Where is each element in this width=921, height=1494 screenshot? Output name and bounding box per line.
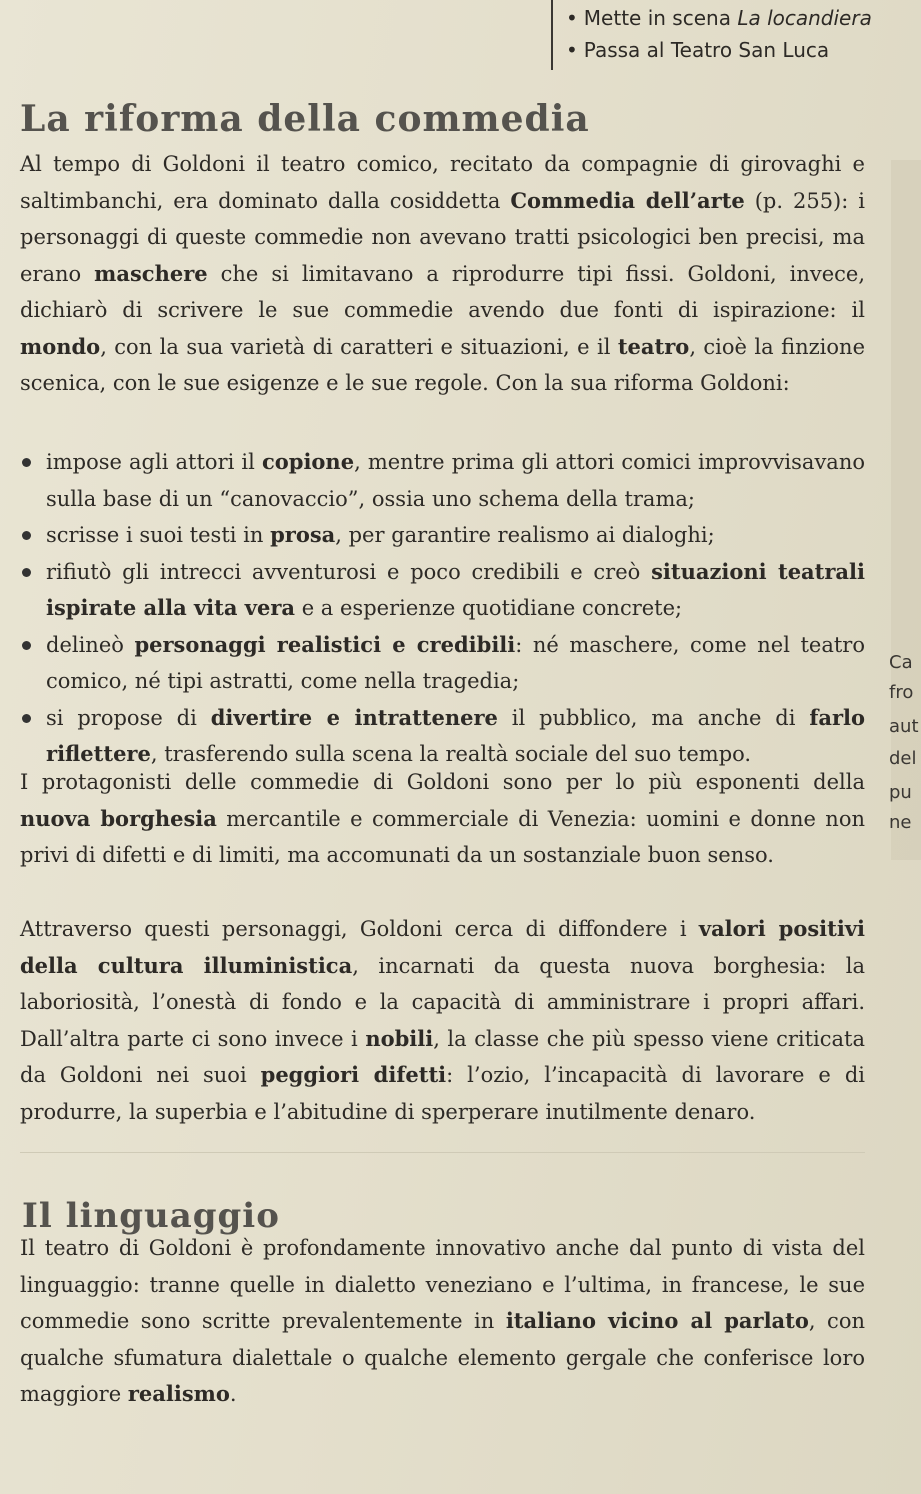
bold-keyword: nobili — [365, 1025, 434, 1051]
divider — [20, 1152, 865, 1153]
paragraph-text — [20, 764, 865, 874]
timeline-text: Passa al Teatro San Luca — [583, 38, 830, 62]
bullet: • — [566, 6, 578, 30]
paragraph — [20, 764, 865, 874]
paragraph-text — [20, 1230, 865, 1413]
text-run: , con la sua varietà di caratteri e situazioni, e il — [100, 334, 618, 359]
text-run: I protagonisti delle commedie di Goldoni sono per lo più esponenti della — [20, 770, 865, 794]
bold-keyword: nuova borghesia — [20, 805, 217, 831]
section-title: Il linguaggio — [22, 1196, 280, 1236]
sidebar-fragment: fro — [889, 682, 914, 703]
bold-keyword: teatro — [617, 333, 690, 359]
sidebar-fragment: pu — [889, 782, 912, 803]
bold-keyword: personaggi realistici e credibili — [134, 631, 516, 657]
bullet: • — [566, 38, 578, 62]
bold-keyword: copione — [261, 449, 355, 474]
text-run: il pubblico, ma anche di — [497, 705, 810, 730]
timeline-item — [566, 34, 872, 66]
bold-keyword: italiano vicino al parlato — [505, 1308, 809, 1333]
bullet-dot-icon — [22, 531, 31, 540]
timeline — [566, 2, 872, 66]
bullet-item — [20, 554, 865, 627]
bold-keyword: situazioni teatrali ispirate alla vita vera — [46, 558, 865, 620]
text-run: scrisse i suoi testi in — [46, 523, 271, 547]
paragraph-text — [20, 911, 865, 1130]
bold-keyword: realismo — [127, 1381, 230, 1406]
text-run: : né maschere, come nel teatro comico, né tipi astratti, come nella tragedia; — [46, 632, 865, 693]
text-run: Al tempo di Goldoni il teatro comico, recitato da compagnie di girovaghi e saltimbanchi, era dominato dalla cosiddetta — [20, 152, 865, 213]
bullet-item — [20, 700, 865, 773]
sidebar-fragment: ne — [889, 812, 912, 833]
bold-keyword: maschere — [94, 260, 208, 286]
bullet-item — [20, 627, 865, 700]
text-run: e a esperienze quotidiane concrete; — [295, 596, 683, 620]
text-run: rifiutò gli intrecci avventurosi e poco credibili e creò — [46, 559, 652, 584]
section-title: La riforma della commedia — [20, 98, 590, 140]
text-run: delineò — [46, 632, 135, 657]
bold-keyword: farlo riflettere — [46, 704, 866, 766]
text-run: (p. 255): i personaggi di queste commedie non avevano tratti psicologici ben precisi, ma erano — [20, 188, 865, 286]
timeline-text: Mette in scena — [583, 6, 738, 30]
bullet-dot-icon — [22, 568, 31, 577]
bullet-list — [20, 444, 865, 773]
timeline-item — [566, 2, 872, 34]
bullet-item — [20, 517, 865, 554]
bold-keyword: Commedia dell’arte — [510, 187, 745, 213]
text-run: che si limitavano a riprodurre tipi fissi. Goldoni, invece, dichiarò di scrivere le sue commedie avendo due fonti di ispirazione: il — [20, 261, 865, 322]
bold-keyword: mondo — [20, 333, 101, 359]
bullet-dot-icon — [22, 458, 31, 467]
paragraph — [20, 1230, 865, 1413]
bold-keyword: divertire e intrattenere — [210, 704, 498, 730]
text-run: , cioè la finzione scenica, con le sue esigenze e le sue regole. Con la sua riforma Goldoni: — [20, 334, 865, 395]
paragraph — [20, 146, 865, 402]
bullet-dot-icon — [22, 641, 31, 650]
bold-keyword: peggiori difetti — [260, 1062, 447, 1087]
bullet-list-block — [20, 444, 865, 773]
timeline-work-title: La locandiera — [737, 6, 872, 30]
sidebar-fragment: Ca — [889, 652, 913, 673]
bullet-dot-icon — [22, 714, 31, 723]
text-run: , mentre prima gli attori comici improvvisavano sulla base di un “canovaccio”, ossia uno schema della trama; — [46, 450, 865, 511]
text-run: Il teatro di Goldoni è profondamente innovativo anche dal punto di vista del linguaggio: tranne quelle in dialetto veneziano e l’ultima, in francese, le sue commedie sono scritte prevalentemente in — [20, 1236, 865, 1333]
text-run: mercantile e commerciale di Venezia: uomini e donne non privi di difetti e di limiti, ma accomunati da un sostanziale buon senso. — [20, 806, 865, 867]
text-run: impose agli attori il — [46, 450, 262, 474]
text-run: : l’ozio, l’incapacità di lavorare e di produrre, la superbia e l’abitudine di sperperare inutilmente denaro. — [20, 1063, 865, 1124]
bold-keyword: valori positivi della cultura illuministica — [20, 916, 866, 978]
text-run: , per garantire realismo ai dialoghi; — [335, 523, 715, 547]
text-run: , trasferendo sulla scena la realtà sociale del suo tempo. — [150, 742, 752, 766]
bullet-item — [20, 444, 865, 517]
text-run: si propose di — [46, 705, 211, 730]
text-run: , la classe che più spesso viene criticata da Goldoni nei suoi — [20, 1026, 865, 1087]
sidebar-fragment: del — [889, 748, 917, 769]
text-run: Attraverso questi personaggi, Goldoni cerca di diffondere i — [20, 917, 699, 941]
text-run: . — [229, 1382, 237, 1406]
timeline-line — [551, 0, 553, 70]
sidebar-fragment: aut — [889, 716, 919, 737]
paragraph-text — [20, 146, 865, 402]
text-run: , con qualche sfumatura dialettale o qualche elemento gergale che conferisce loro maggiore — [20, 1309, 865, 1406]
bold-keyword: prosa — [270, 522, 336, 547]
paragraph — [20, 911, 865, 1130]
text-run: , incarnati da questa nuova borghesia: la laboriosità, l’onestà di fondo e la capacità di amministrare i propri affari. Dall’altra parte ci sono invece i — [20, 953, 865, 1051]
